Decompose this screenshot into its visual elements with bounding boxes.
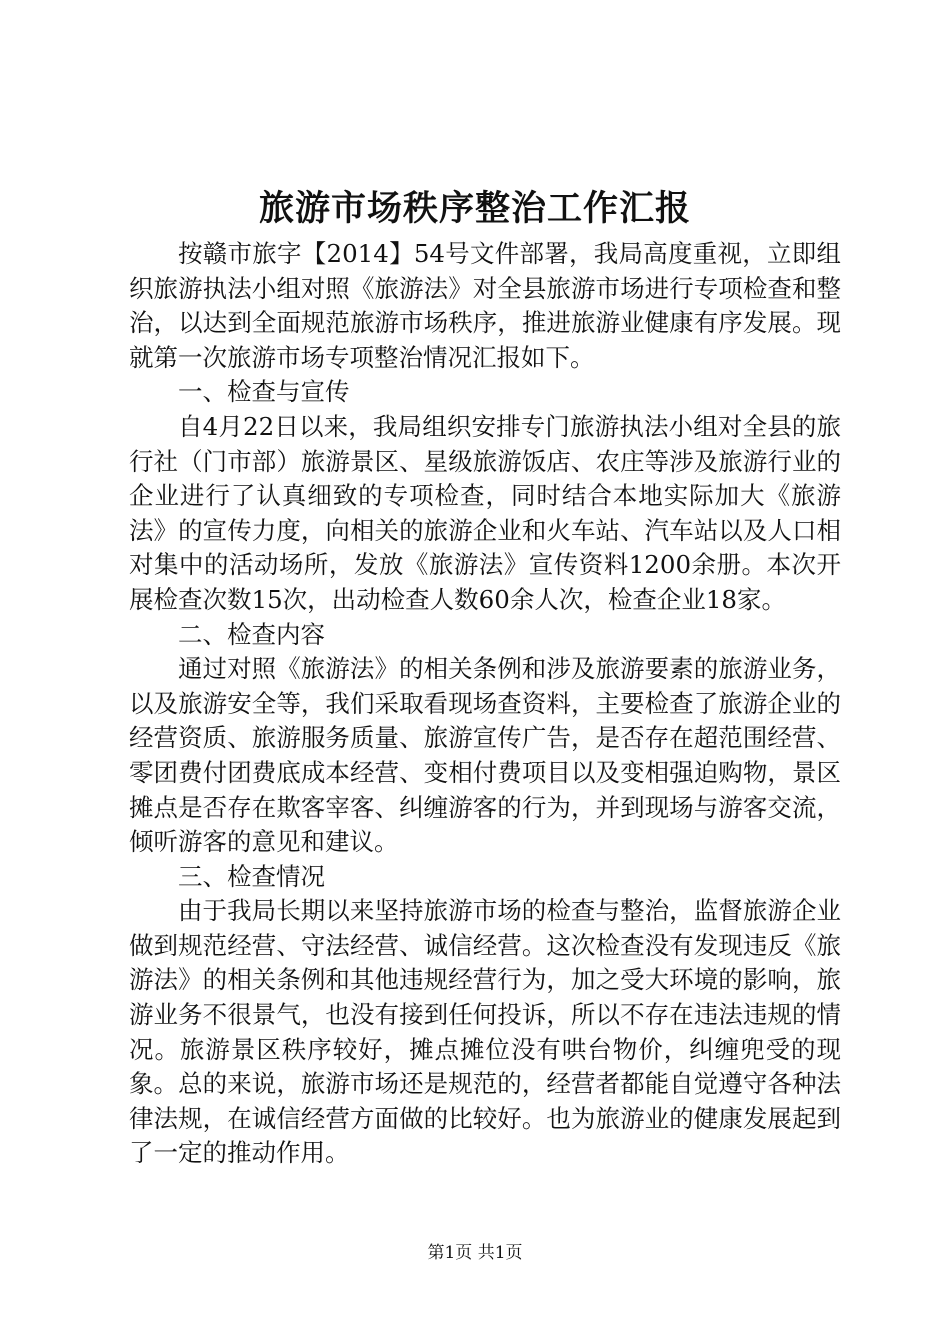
section-heading-inspection-publicity: 一、检查与宣传 — [178, 377, 350, 407]
document-body — [129, 237, 841, 1171]
page-footer: 第1页 共1页 — [427, 1243, 523, 1263]
document-title: 旅游市场秩序整治工作汇报 — [258, 188, 691, 229]
intro-paragraph: 按赣市旅字【2014】54号文件部署，我局高度重视，立即组织旅游执法小组对照《旅游法》对全县旅游市场进行专项检查和整治，以达到全面规范旅游市场秩序，推进旅游业健康有序发展。现就第一次旅游市场专项整治情况汇报如下。 — [129, 239, 841, 372]
inspection-results-paragraph: 由于我局长期以来坚持旅游市场的检查与整治，监督旅游企业做到规范经营、守法经营、诚信经营。这次检查没有发现违反《旅游法》的相关条例和其他违规经营行为，加之受大环境的影响，旅游业务不很景气，也没有接到任何投诉，所以不存在违法违规的情况。旅游景区秩序较好，摊点摊位没有哄台物价，纠缠兜受的现象。总的来说，旅游市场还是规范的，经营者都能自觉遵守各种法律法规，在诚信经营方面做的比较好。也为旅游业的健康发展起到了一定的推动作用。 — [129, 896, 841, 1168]
section-heading-inspection-results: 三、检查情况 — [178, 861, 325, 891]
inspection-publicity-paragraph: 自4月22日以来，我局组织安排专门旅游执法小组对全县的旅行社（门市部）旅游景区、星级旅游饭店、农庄等涉及旅游行业的企业进行了认真细致的专项检查，同时结合本地实际加大《旅游法》的宣传力度，向相关的旅游企业和火车站、汽车站以及人口相对集中的活动场所，发放《旅游法》宣传资料1200余册。本次开展检查次数15次，出动检查人数60余人次，检查企业18家。 — [129, 411, 841, 614]
inspection-content-paragraph: 通过对照《旅游法》的相关条例和涉及旅游要素的旅游业务，以及旅游安全等，我们采取看现场查资料，主要检查了旅游企业的经营资质、旅游服务质量、旅游宣传广告，是否存在超范围经营、零团费付团费底成本经营、变相付费项目以及变相强迫购物，景区摊点是否存在欺客宰客、纠缠游客的行为，并到现场与游客交流，倾听游客的意见和建议。 — [129, 654, 841, 857]
section-heading-inspection-content: 二、检查内容 — [178, 619, 325, 649]
